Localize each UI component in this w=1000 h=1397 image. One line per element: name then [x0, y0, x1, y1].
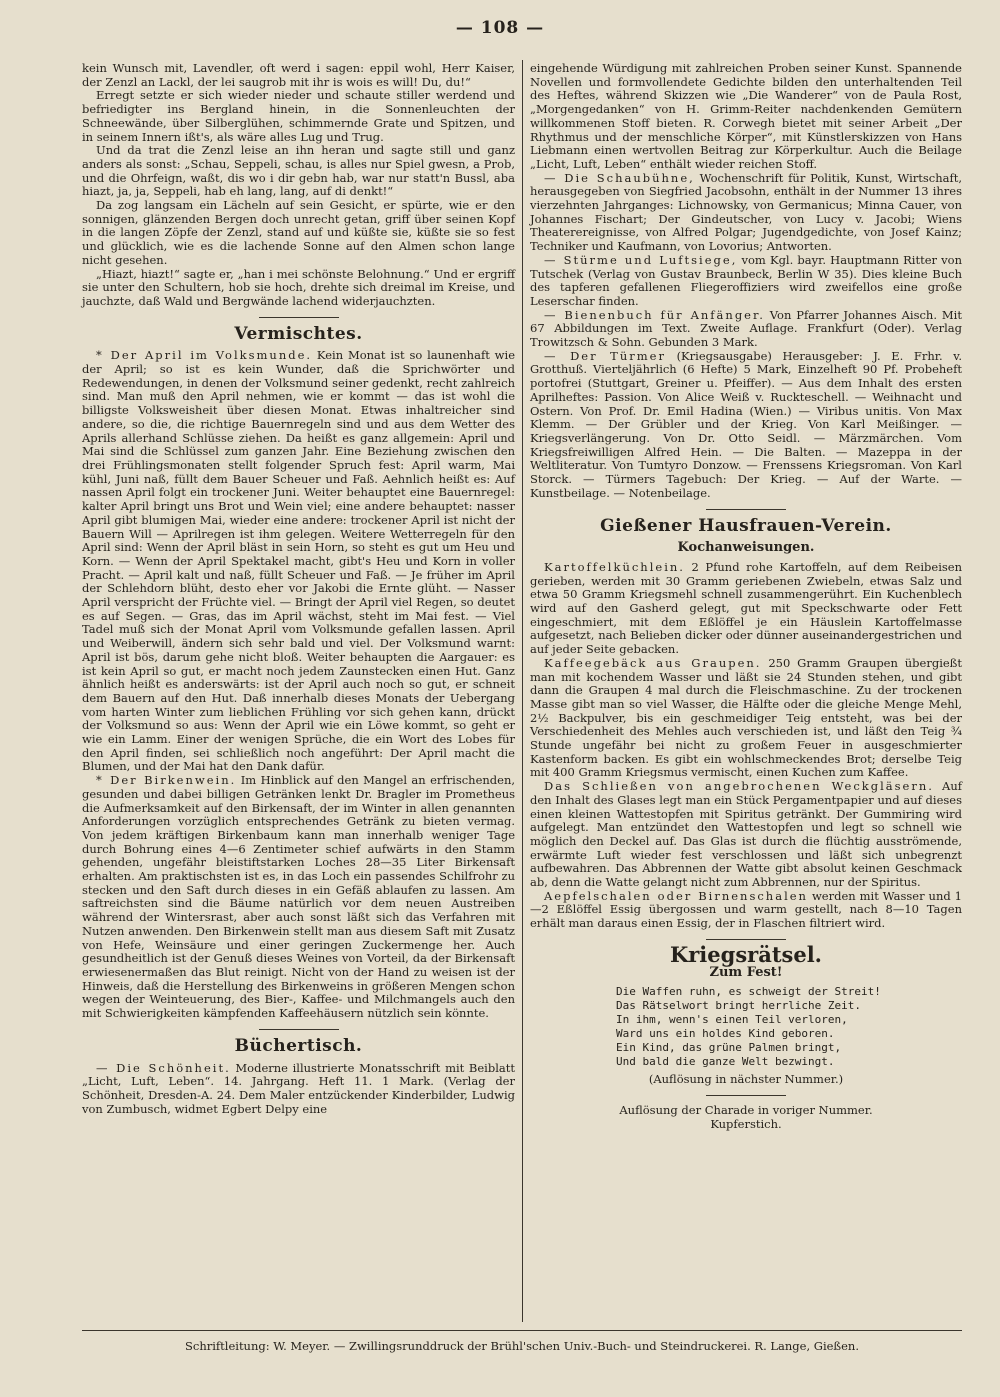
recipe-text: Auf den Inhalt des Glases legt man ein Stück Pergamentpapier und auf dieses einen kleinen Wattestopfen mit Spiritus getränkt. Der Gummiring wird aufgelegt. Man entzündet den Wattestopfen und legt so schnell wie möglich den Deckel auf. Das Glas ist durch die flüchtig ausströmende, erwärmte Luft wieder fest verschlossen und läßt sich unbegrenzt aufbewahren. Das Abbrennen der Watte gibt absolut keinen Geschmack ab, denn die Watte gelangt nicht zum Abbrennen, nur der Spiritus. — [530, 779, 962, 890]
recipe-text: 2 Pfund rohe Kartoffeln, auf dem Reibeisen gerieben, werden mit 30 Gramm geriebenen Zwiebeln, etwas Salz und etwa 50 Gramm Kriegsmehl schnell zusammengerührt. Ein Kuchenblech wird auf den Gasherd gelegt, gut mit Speckschwarte oder Fett eingeschmiert, mit dem Eßlöffel je ein Häuslein Kartoffelmasse aufgesetzt, nach Belieben dicker oder dünner auseinandergestrichen und auf jeder Seite gebacken. — [530, 559, 962, 657]
recipe-text: 250 Gramm Graupen übergießt man mit kochendem Wasser und läßt sie 24 Stunden stehen, und gibt dann die Graupen 4 mal durch die Fleischmaschine. Zu der trockenen Masse gibt man so viel Wasser, die Hälfte oder die gleiche Menge Mehl, 2½ Backpulver, bis ein geschmeidiger Teig entsteht, was bei der Verschiedenheit des Mehles auch verschieden ist, und läßt den Teig ¾ Stunde ungefähr bei nicht zu großem Feuer in ausgeschmierter Kastenform backen. Es gibt ein wohlschmeckendes Brot; derselbe Teig mit 400 Gramm Kriegsmus vermischt, einen Kuchen zum Kaffee. — [530, 655, 962, 780]
poem-title: Zum Fest! — [709, 964, 783, 980]
book-review — [530, 309, 962, 350]
poem-line: Und bald die ganze Welt bezwingt. — [616, 1055, 835, 1069]
imprint-footer: Schriftleitung: W. Meyer. — Zwillingsrunddruck der Brühl'schen Univ.-Buch- und Steindruckerei. R. Lange, Gießen. — [185, 1339, 859, 1353]
recipe-label: Aepfelschalen oder Birnenschalen — [544, 888, 808, 903]
charade-answer: Kupferstich. — [710, 1116, 782, 1131]
section-divider — [259, 317, 339, 318]
poem-line: Die Waffen ruhn, es schweigt der Streit! — [616, 985, 881, 999]
book-review-label: — Stürme und Luftsiege, — [544, 252, 738, 267]
birkenwein-article — [82, 774, 515, 1021]
recipe-label: Das Schließen von angebrochenen Weckgläsern. — [544, 779, 934, 794]
schoenheit-review — [82, 1062, 515, 1117]
story-paragraph: Da zog langsam ein Lächeln auf sein Gesicht, er spürte, wie er den sonnigen, glänzenden Bergen doch unrecht getan, griff über seinen Kopf in die langen Zöpfe der Zenzl, stand auf und küßte sie, küßte sie so fest und glücklich, wie es die lachende Sonne auf den Almen schon lange nicht gesehen. — [82, 198, 515, 267]
section-divider — [706, 939, 786, 940]
april-article — [82, 349, 515, 774]
book-review-text: vom Kgl. bayr. Hauptmann Ritter von Tutschek (Verlag von Gustav Braunbeck, Berlin W 35). Dies kleine Buch des tapferen gefallenen Fliegeroffiziers wird zweifellos eine große Leserschar finden. — [530, 252, 963, 308]
book-review — [530, 350, 962, 501]
book-review — [530, 172, 962, 254]
vermischtes-heading: Vermischtes. — [234, 323, 363, 344]
poem-line: In ihm, wenn's einen Teil verloren, — [616, 1013, 848, 1027]
schoenheit-review-label: — Die Schönheit. — [96, 1060, 231, 1075]
poem-line: Das Rätselwort bringt herrliche Zeit. — [616, 999, 862, 1013]
poem-line: Ward uns ein holdes Kind geboren. — [616, 1027, 835, 1041]
schoenheit-review-text: Moderne illustrierte Monatsschrift mit Beiblatt „Licht, Luft, Leben“. 14. Jahrgang. Heft 11. 1 Mark. (Verlag der Schönheit, Dresden-A. 24. Dem Maler entzückender Kinderbilder, Ludwig von Zumbusch, widmet Egbert Delpy eine — [82, 1060, 515, 1116]
book-review-label: — Bienenbuch für Anfänger. — [544, 307, 765, 322]
recipe-label: Kaffeegebäck aus Graupen. — [544, 655, 762, 670]
book-review-label: — Die Schaubühne, — [544, 170, 695, 185]
book-review-text: (Kriegsausgabe) Herausgeber: J. E. Frhr. v. Grotthuß. Vierteljährlich (6 Hefte) 5 Mark, Einzelheft 90 Pf. Probeheft portofrei (Stuttgart, Greiner u. Pfeiffer). — Aus dem Inhalt des ersten Aprilheftes: Passion. Von Alice Weiß v. Ruckteschell. — Weihnacht und Ostern. Von Prof. Dr. Emil Hadina (Wien.) — Viribus unitis. Von Max Klemm. — Der Grübler und der Krieg. Von Karl Meißinger. — Kriegsverlängerung. Von Dr. Otto Seidl. — Märzmärchen. Vom Kriegsfreiwilligen Alfred Hein. — Die Balten. — Mazeppa in der Weltliteratur. Von Tumtyro Donzow. — Frenssens Kriegsroman. Von Karl Storck. — Türmers Tagebuch: Der Krieg. — Auf der Warte. — Kunstbeilage. — Notenbeilage. — [530, 348, 963, 500]
birkenwein-article-label: * Der Birkenwein. — [96, 773, 237, 788]
section-divider — [259, 1029, 339, 1030]
recipe — [530, 657, 962, 780]
book-review-text: Wochenschrift für Politik, Kunst, Wirtschaft, herausgegeben von Siegfried Jacobsohn, enthält in der Nummer 13 ihres vierzehnten Jahrganges: Lichnowsky, von Germanicus; Minna Cauer, von Johannes Fischart; Der Gindeutscher, von Lucy v. Jacobi; Wiens Theaterereignisse, von Alfred Polgar; Jugendgedichte, von Josef Kainz; Techniker und Kaufmann, von Lovorius; Antworten. — [530, 170, 963, 254]
section-divider — [706, 509, 786, 510]
story-paragraph: kein Wunsch mit, Lavendler, oft werd i sagen: eppil wohl, Herr Kaiser, der Zenzl an Lackl, der lei saugrob mit ihr is wois es will! Du, du!“ — [82, 61, 515, 89]
footer-rule — [82, 1330, 962, 1331]
book-review — [530, 254, 962, 309]
book-review-label: — Der Türmer — [544, 348, 666, 363]
riddle-poem — [616, 985, 881, 1069]
kochanweisungen-heading: Kochanweisungen. — [677, 540, 815, 556]
section-divider — [706, 1095, 786, 1096]
recipe — [530, 890, 962, 931]
hausfrauen-verein-heading: Gießener Hausfrauen-Verein. — [600, 515, 892, 536]
story-paragraph: „Hiazt, hiazt!“ sagte er, „han i mei schönste Belohnung.“ Und er ergriff sie unter den Schultern, hob sie hoch, drehte sich dreimal im Kreise, und jauchzte, daß Wald und Bergwände lachend widerjauchzten. — [82, 266, 515, 308]
recipe — [530, 780, 962, 890]
page-number: — 108 — — [455, 18, 545, 38]
recipe-label: Kartoffelküchlein. — [544, 559, 685, 574]
book-review-text: Von Pfarrer Johannes Aisch. Mit 67 Abbildungen im Text. Zweite Auflage. Frankfurt (Oder). Verlag Trowitzsch & Sohn. Gebunden 3 Mark. — [530, 307, 962, 350]
poem-note: (Auflösung in nächster Nummer.) — [648, 1072, 844, 1087]
review-continuation: eingehende Würdigung mit zahlreichen Proben seiner Kunst. Spannende Novellen und formvollendete Gedichte bilden den unterhaltenden Teil des Heftes, während Skizzen wie „Die Wanderer“ von de Paula Rost, „Morgengedanken“ von H. Grimm-Reiter nachdenkenden Gemütern willkommenen Stoff bieten. R. Corwegh bietet mit seiner Arbeit „Der Rhythmus und der menschliche Körper“, mit Künstlerskizzen von Hans Liebmann einen wertvollen Beitrag zur Körperkultur. Auch die Beilage „Licht, Luft, Leben“ enthält wieder reichen Stoff. — [530, 61, 962, 171]
story-paragraph: Erregt setzte er sich wieder nieder und schaute stiller werdend und befriedigter ins Bergland hinein, in die Sonnenleuchten der Schneewände, über Silberglühen, schimmernde Grate und Spitzen, und in seinem Innern ißt's, als wäre alles Lug und Trug. — [82, 88, 515, 144]
story-paragraph: Und da trat die Zenzl leise an ihn heran und sagte still und ganz anders als sonst: „Schau, Seppeli, schau, is alles nur Spiel gwesn, a Prob, und die Ohrfeign, waßt, dis wo i dir gebn hab, war nur statt'n Bussl, aba hiazt, ja, ja, Seppeli, hab eh lang, lang, auf di denkt!“ — [82, 143, 515, 199]
charade-label: Auflösung der Charade in voriger Nummer. — [619, 1103, 873, 1117]
birkenwein-article-text: Im Hinblick auf den Mangel an erfrischenden, gesunden und dabei billigen Getränken lenkt Dr. Bragler im Prometheus die Aufmerksamkeit auf den Birkensaft, der im Winter in allen genannten Anforderungen vorzüglich entsprechendes Getränk zu bieten vermag. Von jedem kräftigen Birkenbaum kann man innerhalb weniger Tage durch Bohrung eines 4—6 Zentimeter schief aufwärts in den Stamm gehenden, ungefähr bleistiftstarken Loches 28—35 Liter Birkensaft erhalten. Am praktischsten ist es, in das Loch ein passendes Schilfrohr zu stecken und den Saft durch dieses in ein Gefäß ablaufen zu lassen. Am saftreichsten sind die Bäume natürlich vor dem neuen Austreiben während der Wintersrast, aber auch sonst läßt sich das Verfahren mit Nutzen anwenden. Den Birkenwein stellt man aus diesem Saft mit Zusatz von Hefe, Weinsäure und einer geringen Zuckermenge her. Auch gesundheitlich ist der Genuß dieses Weines von Vorteil, da der Birkensaft erwiesenermaßen das Blut reinigt. Nicht von der Hand zu weisen ist der Hinweis, daß die Herstellung des Birkenweins in größeren Mengen schon wegen der Weinteuerung, des Bier-, Kaffee- und Milchmangels auch den mit Schwierigkeiten kämpfenden Kaffeehäusern nützlich sein könnte. — [82, 773, 516, 1021]
april-article-text: Kein Monat ist so launenhaft wie der April; so ist es kein Wunder, daß die Sprichwörter und Redewendungen, in denen der Volksmund seiner gedenkt, recht zahlreich sind. Man muß den April nehmen, wie er kommt — das ist wohl die billigste Volksweisheit über diesen Monat. Etwas inhaltreicher sind andere, so die, die richtige Bauernregeln sind und aus dem Wetter des Aprils allerhand Schlüsse ziehen. Da heißt es ganz allgemein: April und Mai sind die Schlüssel zum ganzen Jahr. Eine Beziehung zwischen den drei Frühlingsmonaten stellt folgender Spruch fest: April warm, Mai kühl, Juni naß, füllt dem Bauer Scheuer und Faß. Aehnlich heißt es: Auf nassen April folgt ein trockener Juni. Weiter behauptet eine Bauernregel: kalter April bringt uns Brot und Wein viel; eine andere behauptet: nasser April gibt blumigen Mai, wieder eine andere: trockener April ist nicht der Bauern Will — Aprilregen ist ihm gelegen. Weitere Wetterregeln für den April sind: Wenn der April bläst in sein Horn, so steht es gut um Heu und Korn. — Wenn der April Spektakel macht, gibt's Heu und Korn in voller Pracht. — April kalt und naß, füllt Scheuer und Faß. — Je früher im April der Schlehdorn blüht, desto eher vor Jakobi die Ernte glüht. — Nasser April verspricht der Früchte viel. — Bringt der April viel Regen, so deutet es auf Segen. — Gras, das im April wächst, steht im Mai fest. — Viel Tadel muß sich der Monat April vom Volksmunde gefallen lassen. April und Weiberwill, ändern sich sehr bald und viel. Der Volksmund warnt: April ist bös, darum gehe nicht bloß. Weiter behaupten die Aargauer: es ist kein April so gut, er macht noch jedem Zaunstecken einen Hut. Ganz ähnlich heißt es anderswärts: ist der April auch noch so gut, er schneit dem Bauern auf den Hut. Daß innerhalb dieses Monats der Uebergang vom harten Winter zum lieblichen Frühling vor sich gehen kann, drückt der Volksmund so aus: Wenn der April wie ein Löwe kommt, so geht er wie ein Lamm. Einer der wenigen Sprüche, die ein Wort des Lobes für den April finden, sei schließlich noch angeführt: Der April macht die Blumen, und der Mai hat den Dank dafür. — [82, 348, 516, 774]
kriegsraetsel-heading: Kriegsrätsel. — [669, 941, 822, 967]
left-column — [82, 62, 515, 1116]
poem-line: Ein Kind, das grüne Palmen bringt, — [616, 1041, 842, 1055]
right-column — [530, 62, 962, 1131]
column-rule — [522, 60, 523, 1322]
april-article-label: * Der April im Volksmunde. — [96, 348, 313, 363]
recipe-text: werden mit Wasser und 1—2 Eßlöffel Essig übergossen und warm gestellt, nach 8—10 Tagen erhält man daraus einen Essig, der in Flaschen filtriert wird. — [530, 888, 962, 931]
buechertisch-heading: Büchertisch. — [234, 1035, 363, 1056]
recipe — [530, 561, 962, 657]
